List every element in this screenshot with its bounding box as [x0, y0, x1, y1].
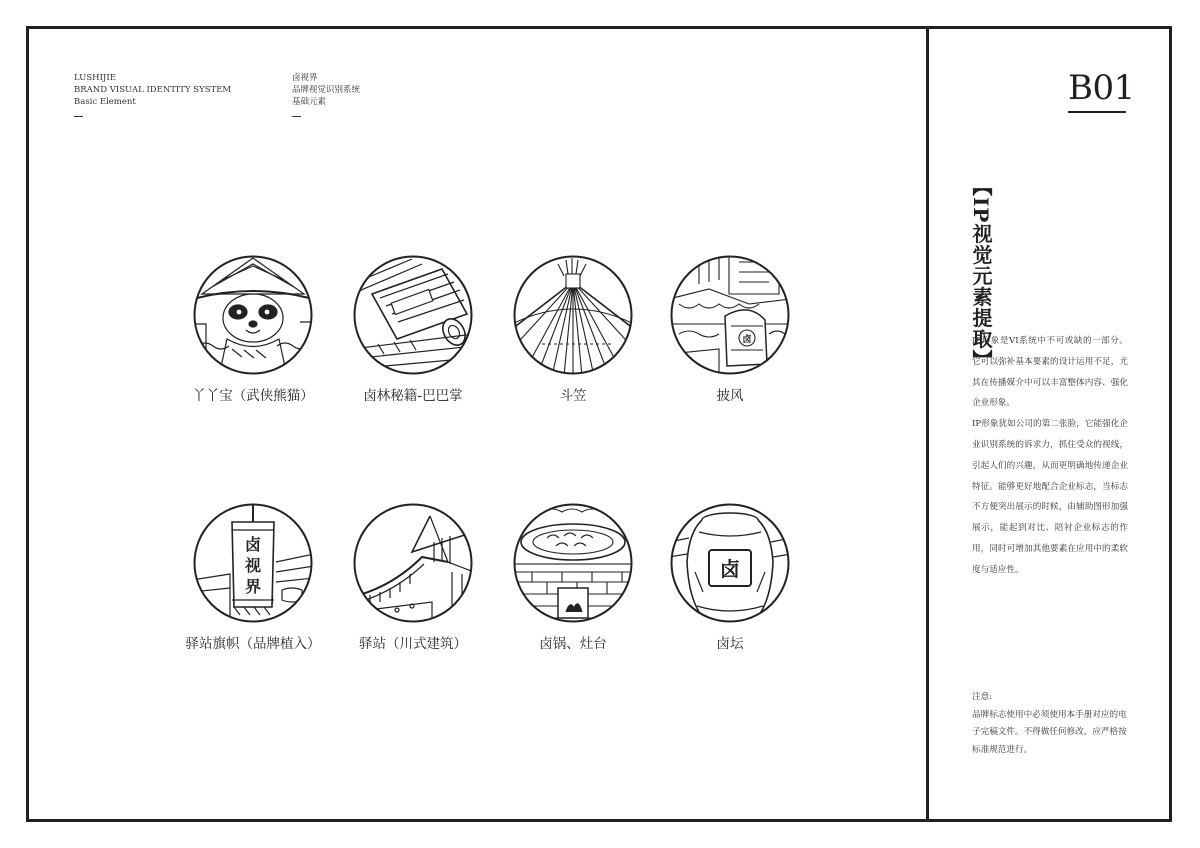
element-caption: 卤锅、灶台	[539, 636, 607, 652]
header-system-en: BRAND VISUAL IDENTITY SYSTEM	[74, 85, 232, 95]
straw-hat-icon	[512, 254, 634, 376]
brand-name-vertical	[244, 535, 261, 596]
scroll-icon	[352, 254, 474, 376]
brand-glyph: 卤	[742, 335, 752, 345]
wok-stove-icon	[512, 502, 634, 624]
brand-name-glyph: 卤	[244, 535, 262, 554]
element-caption: 卤坛	[716, 636, 744, 652]
note-title: 注意:	[972, 692, 993, 702]
header-dash	[292, 116, 301, 117]
element-caption: 卤林秘籍-巴巴掌	[363, 388, 463, 404]
header-cn	[292, 72, 360, 117]
header-system-cn: 品牌视觉识别系统	[292, 85, 361, 95]
eaves-icon	[352, 502, 474, 624]
element-card	[493, 502, 653, 652]
header-en	[74, 72, 231, 117]
banner-flag-icon	[192, 502, 314, 624]
cloak-icon	[669, 254, 791, 376]
jar-icon	[669, 502, 791, 624]
element-card	[493, 254, 653, 404]
brand-glyph: 卤	[720, 557, 740, 581]
description	[972, 331, 1128, 581]
brand-name-glyph: 视	[244, 556, 262, 575]
note	[972, 689, 1130, 759]
page-code: B01	[1068, 68, 1135, 108]
element-card	[173, 502, 333, 652]
element-caption: 披风	[716, 388, 744, 404]
sidebar-divider	[926, 26, 929, 822]
section-title: 【IP视觉元素提取】	[969, 176, 993, 371]
element-caption: 丫丫宝（武侠熊猫）	[192, 388, 314, 404]
header-dash	[74, 116, 83, 117]
header-section-cn: 基础元素	[292, 97, 327, 107]
element-card	[650, 254, 810, 404]
header-brand-en: LUSHIJIE	[74, 73, 116, 83]
panda-icon	[192, 254, 314, 376]
description-para-1: IP形象是VI系统中不可或缺的一部分。它可以弥补基本要素的设计运用不足，尤其在传播媒介中可以丰富整体内容、强化企业形象。	[972, 336, 1128, 409]
header-brand-cn: 卤视界	[292, 73, 318, 83]
brand-name-glyph: 界	[244, 577, 262, 596]
element-card	[650, 502, 810, 652]
element-caption: 斗笠	[559, 388, 587, 404]
element-card	[333, 254, 493, 404]
element-card	[173, 254, 333, 404]
page-code-underline	[1068, 111, 1126, 113]
element-caption: 驿站（川式建筑）	[359, 636, 467, 652]
header-section-en: Basic Element	[74, 97, 136, 107]
element-caption: 驿站旗帜（品牌植入）	[185, 636, 321, 652]
element-card	[333, 502, 493, 652]
note-text: 品牌标志使用中必须使用本手册对应的电子完稿文件。不得做任何修改，应严格按标准规范进行。	[972, 709, 1127, 755]
description-para-2: IP形象犹如公司的第二张脸，它能强化企业识别系统的诉求力，抓住受众的视线，引起人们的兴趣，从而更明确地传递企业特征。能够更好地配合企业标志，当标志不方便突出展示的时候，由辅助图形加强展示，能起到对比、陪衬企业标志的作用，同时可增加其他要素在应用中的柔软度与适应性。	[972, 419, 1128, 575]
